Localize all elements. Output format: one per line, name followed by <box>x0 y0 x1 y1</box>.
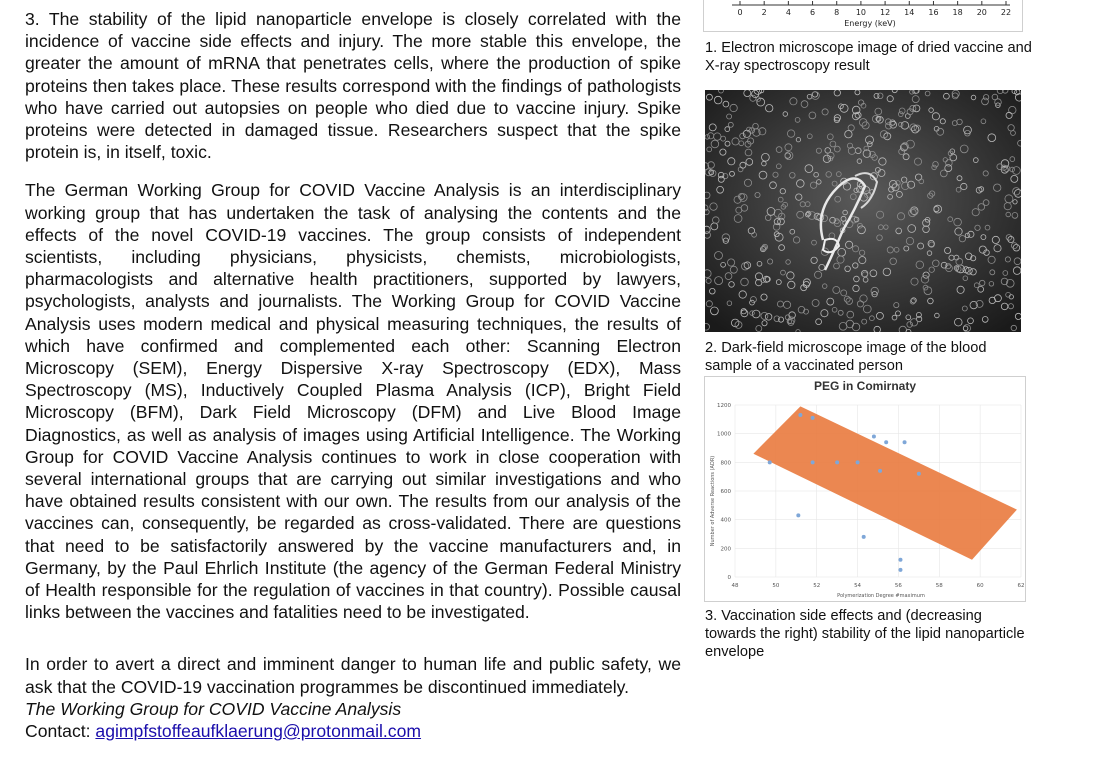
stability-band <box>753 406 1017 559</box>
data-point <box>811 416 815 420</box>
article-body <box>25 8 681 742</box>
data-point <box>862 535 866 539</box>
data-point <box>903 440 907 444</box>
caption-darkfield: 2. Dark-field microscope image of the blood sample of a vaccinated person <box>705 340 987 374</box>
y-tick-label: 800 <box>720 460 731 467</box>
x-tick-label: 48 <box>731 583 739 589</box>
edx-tick-label: 2 <box>761 8 767 17</box>
darkfield-cells <box>705 90 1021 332</box>
edx-tick-label: 16 <box>928 8 939 17</box>
edx-tick-label: 10 <box>855 8 867 17</box>
edx-tick-label: 6 <box>809 8 816 17</box>
x-tick-label: 54 <box>854 583 862 589</box>
y-tick-label: 1000 <box>717 431 731 438</box>
contact-label: Contact: <box>25 721 96 742</box>
signature <box>25 698 681 742</box>
data-point <box>898 558 902 562</box>
data-point <box>835 460 839 464</box>
data-point <box>898 568 902 572</box>
data-point <box>811 460 815 464</box>
edx-tick-label: 8 <box>834 8 840 17</box>
edx-tick-label: 12 <box>879 8 891 17</box>
caption-peg: 3. Vaccination side effects and (decreasing towards the right) stability of the lipid nanoparticle envelope <box>705 608 1025 660</box>
edx-tick-label: 4 <box>785 8 791 17</box>
caption-edx: 1. Electron microscope image of dried vaccine and X-ray spectroscopy result <box>705 40 1032 74</box>
x-tick-label: 62 <box>1017 583 1025 589</box>
edx-tick-label: 18 <box>952 8 963 17</box>
x-tick-label: 50 <box>772 583 780 589</box>
data-point <box>884 440 888 444</box>
peg-chart <box>704 376 1026 602</box>
data-point <box>856 460 860 464</box>
x-tick-label: 52 <box>813 583 821 589</box>
edx-tick-label: 0 <box>737 8 743 17</box>
chart-xlabel: Polymerization Degree #maximum <box>837 593 925 599</box>
edx-figure <box>703 0 1023 32</box>
y-tick-label: 600 <box>720 489 731 495</box>
y-tick-label: 1200 <box>717 403 731 409</box>
data-point <box>917 472 921 476</box>
data-point <box>872 435 876 439</box>
darkfield-image <box>705 90 1021 332</box>
edx-axis-label: Energy (keV) <box>844 19 896 28</box>
chart-title: PEG in Comirnaty <box>813 379 917 393</box>
chart-ylabel: Number of Adverse Reactions (ADR) <box>710 455 716 547</box>
signature-org: The Working Group for COVID Vaccine Analysis <box>25 698 402 719</box>
paragraph-working-group: The German Working Group for COVID Vaccine Analysis is an interdisciplinary working group that has undertaken the task of analysing the contents and the effects of the novel COVID-19 vaccines. The group consists of independent scientists, including physicians, physicists, chemists, microbiologists, pharmacologists and alternative health practitioners, supported by lawyers, psychologists, analysts and journalists. The Working Group for COVID Vaccine Analysis uses modern medical and physical measuring techniques, the results of which have confirmed and complemented each other: Scanning Electron Microscopy (SEM), Energy Dispersive X-ray Spectroscopy (EDX), Mass Spectroscopy (MS), Inductively Coupled Plasma Analysis (ICP), Bright Field Microscopy (BFM), Dark Field Microscopy (DFM) and Live Blood Image Diagnostics, as well as analysis of images using Artificial Intelligence. The Working Group for COVID Vaccine Analysis continues to work in close cooperation with several international groups that are carrying out similar investigations and who have obtained results consistent with our own. The results from our analysis of the vaccines can, consequently, be regarded as cross-validated. There are questions that need to be satisfactorily answered by the vaccine manufacturers and, in Germany, by the Paul Ehrlich Institute (the agency of the German Federal Ministry of Health responsible for the regulation of vaccines in that country). Possible causal links between the vaccines and fatalities need to be investigated. <box>25 180 681 623</box>
data-point <box>878 469 882 473</box>
y-tick-label: 400 <box>720 517 731 524</box>
paragraph-request: In order to avert a direct and imminent danger to human life and public safety, we ask that the COVID-19 vaccination programmes be discontinued immediately. <box>25 654 681 697</box>
paragraph-stability: 3. The stability of the lipid nanoparticle envelope is closely correlated with the incidence of vaccine side effects and injury. The more stable this envelope, the greater the amount of mRNA that penetrates cells, where the production of spike proteins then takes place. These results correspond with the findings of pathologists who have carried out autopsies on people who died due to vaccine injury. Spike proteins were detected in damaged tissue. Researchers suspect that the spike protein is, in itself, toxic. <box>25 9 681 163</box>
edx-tick-label: 20 <box>976 8 987 17</box>
edx-tick-label: 22 <box>1000 8 1012 17</box>
data-point <box>768 460 772 464</box>
peg-plot <box>705 377 1025 601</box>
edx-tick-label: 14 <box>904 8 915 17</box>
y-tick-label: 200 <box>720 546 731 553</box>
data-point <box>798 413 802 417</box>
x-tick-label: 58 <box>935 583 943 589</box>
edx-axis <box>704 0 1022 31</box>
x-tick-label: 60 <box>976 583 984 589</box>
contact-email-link[interactable]: agimpfstoffeaufklaerung@protonmail.com <box>95 721 422 742</box>
x-tick-label: 56 <box>894 583 902 589</box>
y-tick-label: 0 <box>727 575 731 581</box>
data-point <box>796 513 800 517</box>
